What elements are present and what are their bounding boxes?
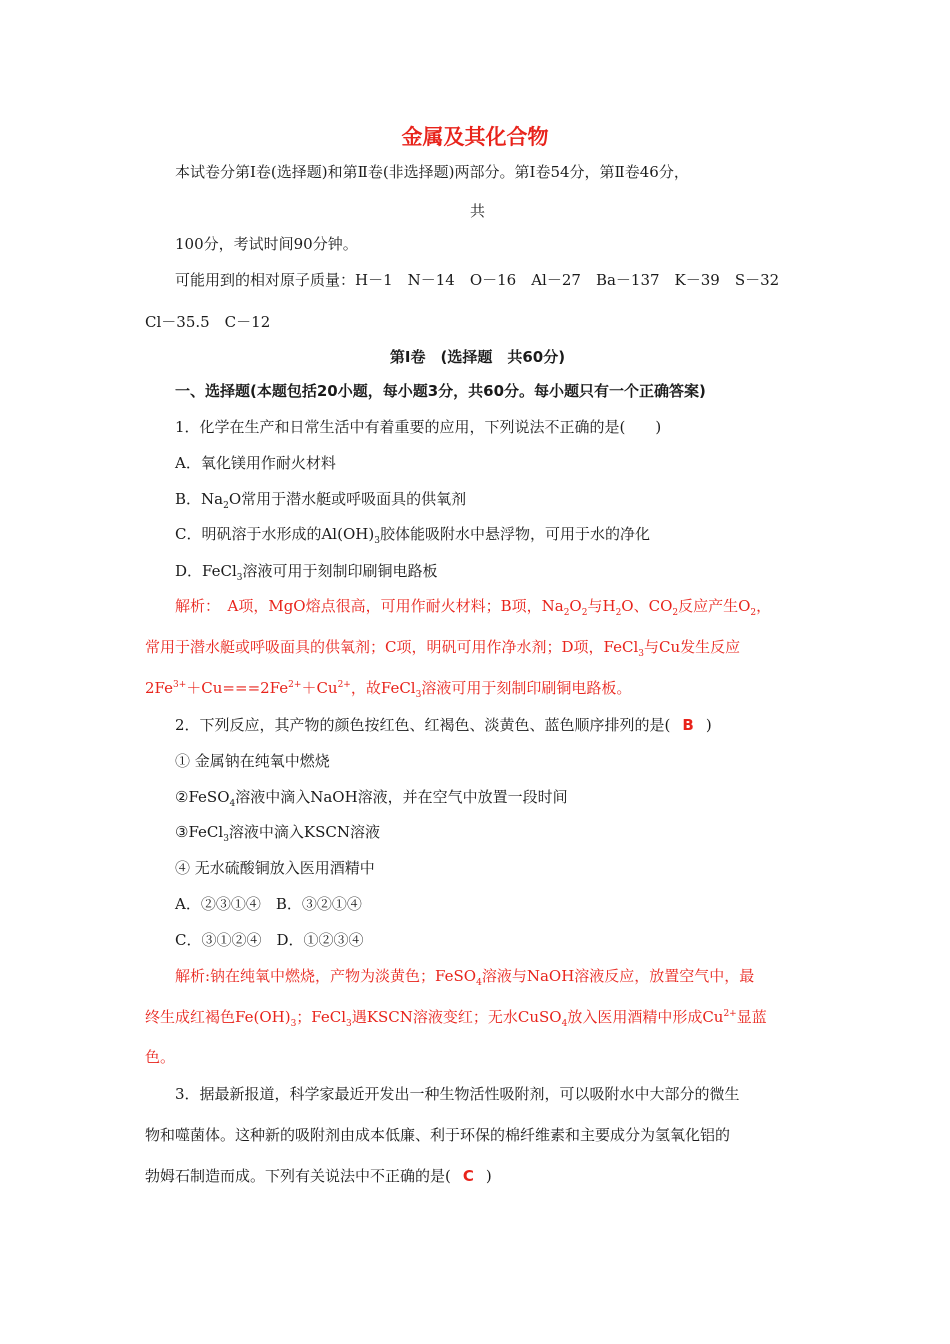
question-2-item: ③FeCl$_3$溶液中滴入KSCN溶液	[175, 823, 381, 844]
question-1-option-c: C．明矾溶于水形成的$Al(OH)_3$胶体能吸附水中悬浮物，可用于水的净化	[175, 525, 650, 546]
question-2-options: C．③①②④ D．①②③④	[175, 931, 364, 949]
intro-line: 本试卷分第Ⅰ卷(选择题)和第Ⅱ卷(非选择题)两部分。第Ⅰ卷54分，第Ⅱ卷46分，	[175, 163, 689, 181]
intro-line: 共	[469, 202, 485, 220]
atomic-mass-line: Cl－35.5 C－12	[145, 313, 271, 331]
question-3-stem: 勃姆石制造而成。下列有关说法中不正确的是( C )	[145, 1167, 492, 1185]
question-1-stem: 1．化学在生产和日常生活中有着重要的应用，下列说法不正确的是( )	[175, 418, 662, 436]
question-1-option-b: B．$Na_2O$常用于潜水艇或呼吸面具的供氧剂	[175, 490, 467, 511]
answer-mark: C	[462, 1167, 474, 1185]
question-2-item: ④ 无水硫酸铜放入医用酒精中	[175, 859, 375, 877]
question-1-explanation: $2Fe^{3+}+Cu===2Fe^{2+}+Cu^{2+}$，故FeCl$_3$溶液可用于刻制印刷铜电路板。	[145, 679, 632, 700]
question-2-explanation: 色。	[145, 1048, 176, 1066]
answer-mark: B	[682, 716, 694, 734]
question-2-options: A．②③①④ B．③②①④	[175, 895, 362, 913]
question-2-explanation: 终生成红褐色$Fe(OH)_3$；FeCl$_3$遇KSCN溶液变红；无水CuSO$_4$放入医用酒精中形成$Cu^{2+}$显蓝	[145, 1008, 767, 1029]
question-1-option-a: A．氧化镁用作耐火材料	[175, 454, 336, 472]
intro-line: 100分，考试时间90分钟。	[175, 235, 358, 253]
question-2-item: ① 金属钠在纯氧中燃烧	[175, 752, 330, 770]
question-3-stem: 3．据最新报道，科学家最近开发出一种生物活性吸附剂，可以吸附水中大部分的微生	[175, 1085, 740, 1103]
question-1-explanation: 解析： A项，MgO熔点很高，可用作耐火材料；B项，$Na_2O_2$与$H_2O$、$CO_2$反应产生$O_2$，	[175, 597, 772, 618]
question-3-stem: 物和噬菌体。这种新的吸附剂由成本低廉、利于环保的棉纤维素和主要成分为氢氧化铝的	[145, 1126, 731, 1144]
page-title: 金属及其化合物	[401, 125, 549, 149]
section-instruction: 一、选择题(本题包括20小题，每小题3分，共60分。每小题只有一个正确答案)	[175, 382, 706, 400]
section-heading: 第Ⅰ卷 (选择题 共60分)	[389, 348, 566, 366]
question-2-explanation: 解析:钠在纯氧中燃烧，产物为淡黄色；FeSO$_4$溶液与NaOH溶液反应，放置空气中，最	[175, 967, 755, 988]
question-2-stem: 2．下列反应，其产物的颜色按红色、红褐色、淡黄色、蓝色顺序排列的是( B )	[175, 716, 712, 734]
question-1-option-d: D．FeCl$_3$溶液可用于刻制印刷铜电路板	[175, 562, 438, 583]
atomic-mass-line: 可能用到的相对原子质量：H－1 N－14 O－16 Al－27 Ba－137 K－39 S－32	[175, 271, 780, 289]
question-2-item: ②FeSO$_4$溶液中滴入NaOH溶液，并在空气中放置一段时间	[175, 788, 568, 809]
question-1-explanation: 常用于潜水艇或呼吸面具的供氧剂；C项，明矾可用作净水剂；D项，FeCl$_3$与Cu发生反应	[145, 638, 741, 659]
